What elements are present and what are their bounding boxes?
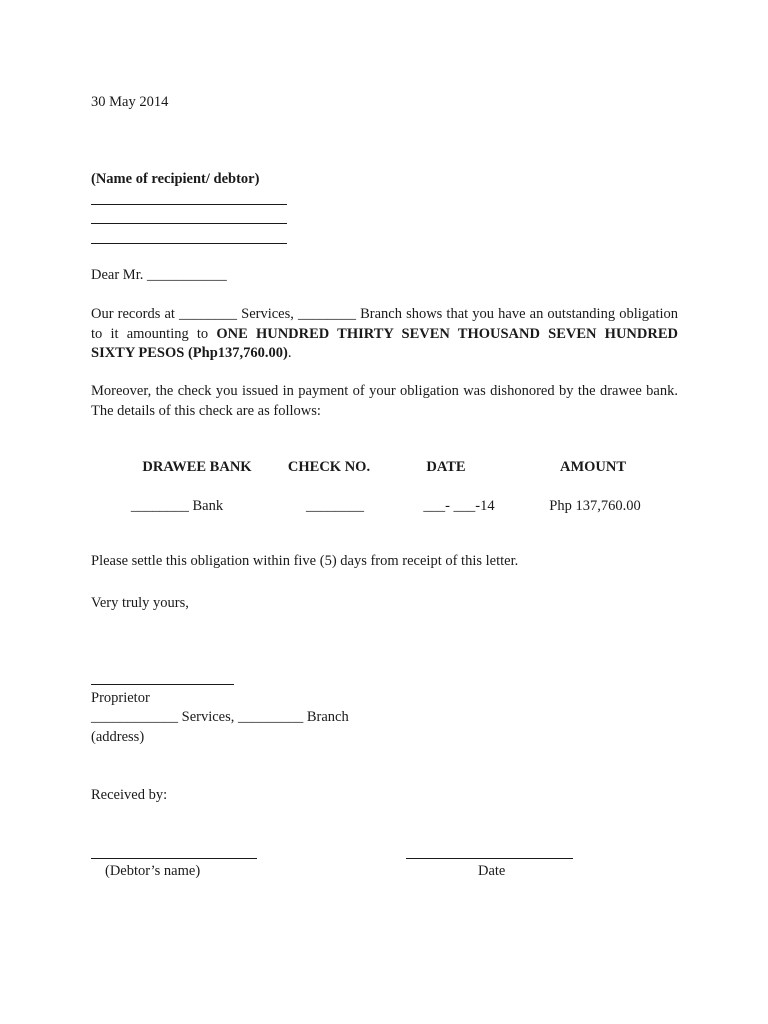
recipient-heading: (Name of recipient/ debtor) (91, 171, 260, 187)
amount-in-words: ONE HUNDRED THIRTY SEVEN THOUSAND SEVEN HUNDRED SIXTY PESOS (Php137,760.00) (91, 325, 678, 361)
letter-date: 30 May 2014 (91, 94, 169, 110)
closing: Very truly yours, (91, 595, 189, 611)
cell-date: ___- ___-14 (423, 498, 495, 514)
header-date: DATE (426, 459, 466, 475)
signatory-address: (address) (91, 729, 145, 745)
header-check-no: CHECK NO. (287, 459, 371, 475)
cell-check-no: ________ (306, 498, 364, 514)
recipient-line-1 (91, 204, 287, 205)
received-date-line (406, 858, 573, 859)
paragraph-outstanding-obligation (91, 305, 678, 364)
received-by-label: Received by: (91, 787, 168, 803)
paragraph-settle-request: Please settle this obligation within five (5) days from receipt of this letter. (91, 553, 519, 569)
cell-amount: Php 137,760.00 (549, 498, 641, 514)
signature-line (91, 684, 234, 685)
debtor-name-label: (Debtor’s name) (105, 863, 201, 879)
signatory-title: Proprietor (91, 690, 150, 706)
paragraph-1-end: . (287, 345, 292, 361)
signatory-business: ____________ Services, _________ Branch (91, 709, 349, 725)
recipient-line-3 (91, 243, 287, 244)
paragraph-1-text: Our records at ________ Services, ________ Branch shows that you have an outstanding obligation to it amounting to (91, 306, 678, 342)
debtor-name-line (91, 858, 257, 859)
header-drawee-bank: DRAWEE BANK (142, 459, 252, 475)
header-amount: AMOUNT (559, 459, 627, 475)
date-label: Date (478, 863, 506, 879)
salutation: Dear Mr. ___________ (91, 267, 227, 283)
cell-drawee-bank: ________ Bank (130, 498, 224, 514)
recipient-line-2 (91, 223, 287, 224)
paragraph-dishonored-check: Moreover, the check you issued in payment of your obligation was dishonored by the drawee bank. The details of this check are as follows: (91, 383, 678, 419)
